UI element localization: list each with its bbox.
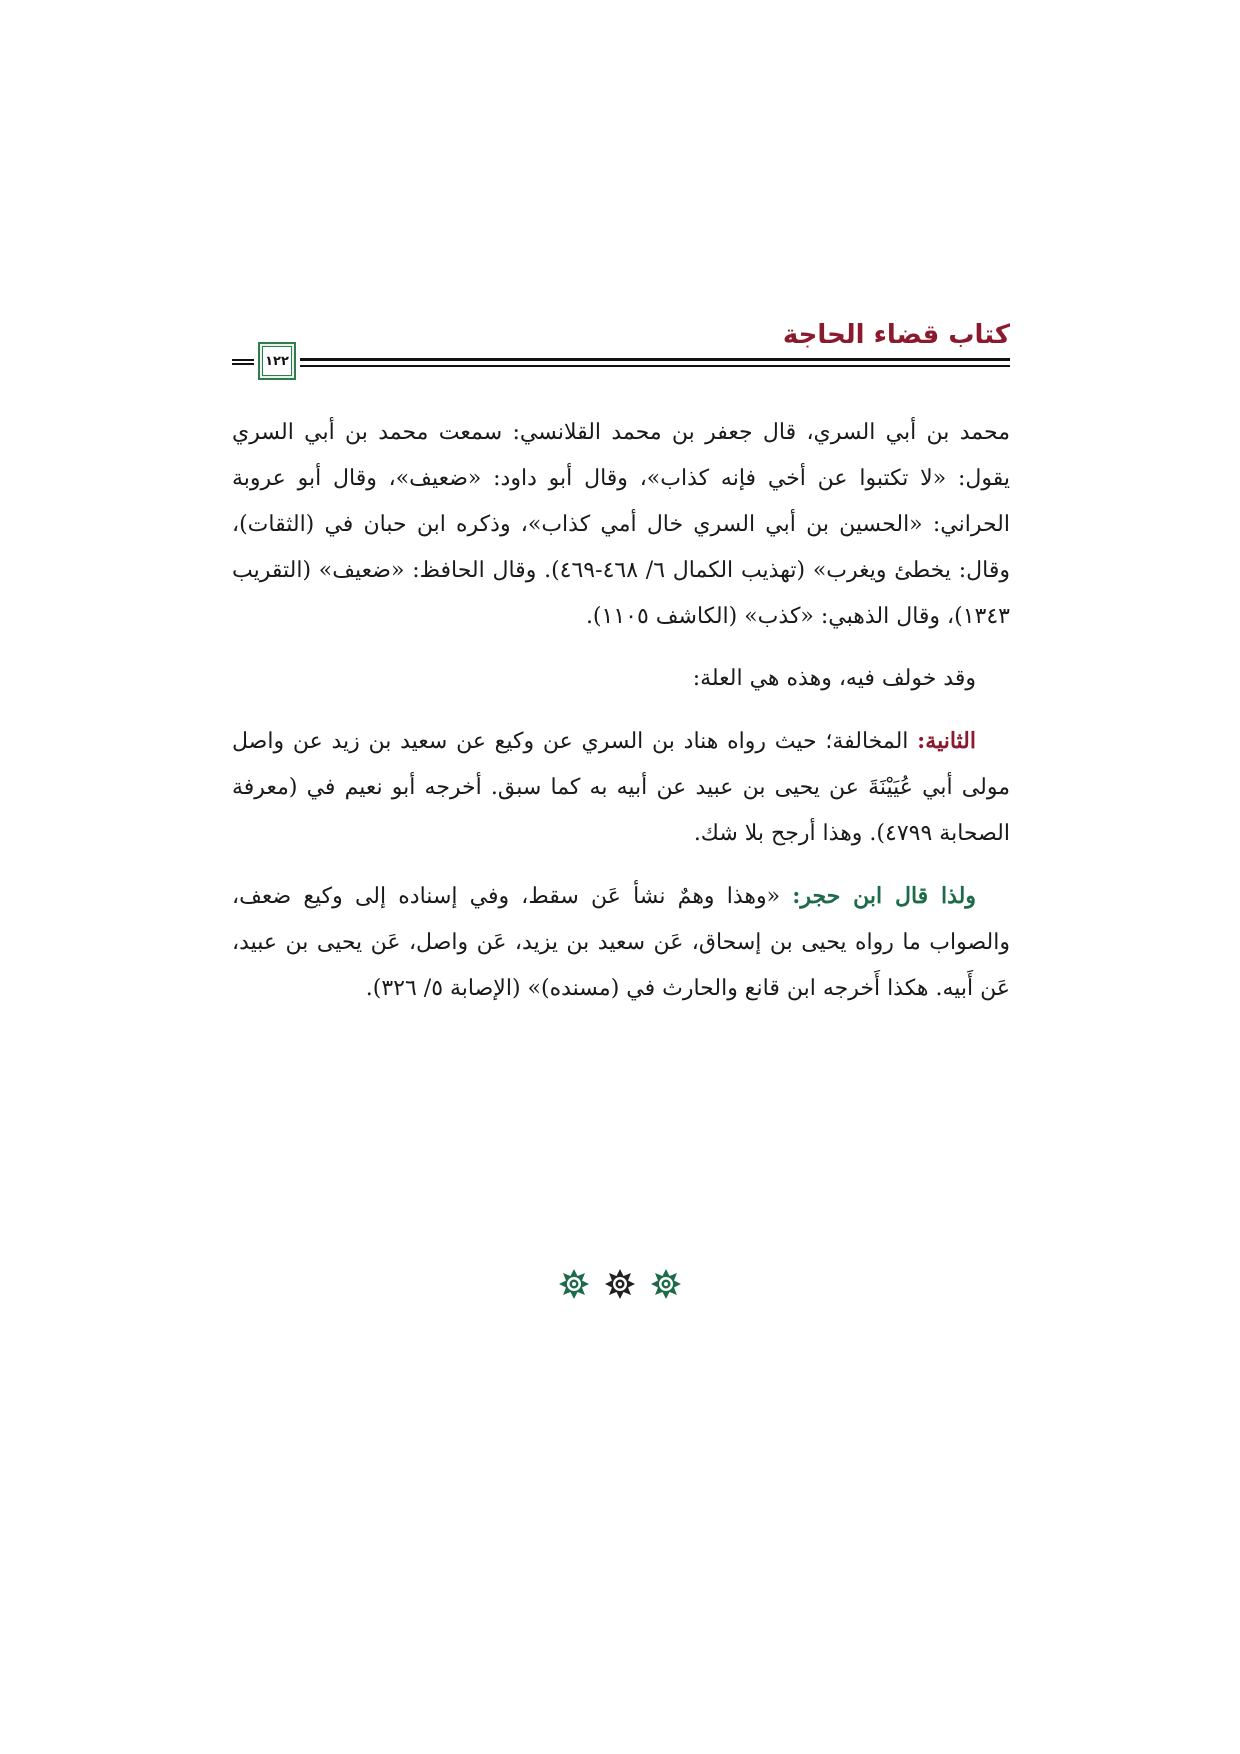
page-number: ١٢٢ [262,346,292,376]
paragraph-4-text: «وهذا وهمٌ نشأ عَن سقط، وفي إسناده إلى وكيع ضعف، والصواب ما رواه يحيى بن إسحاق، عَن سعيد بن يزيد، عَن واصل، عَن يحيى بن عبيد، عَن أَبيه. هكذا أَخرجه ابن قانع والحارث في (مسنده)» (الإصابة ٥/ ٣٢٦). [232,884,1010,1001]
paragraph-2-text: وقد خولف فيه، وهذه هي العلة: [692,666,976,691]
star-ornament-icon [604,1268,636,1300]
header-rule-double [300,365,1010,367]
star-ornament-icon [650,1268,682,1300]
page-header [232,318,1010,388]
page-body [232,410,1010,1028]
paragraph-2 [232,656,1010,702]
paragraph-4-lead: ولذا قال ابن حجر: [792,883,976,909]
paragraph-1-text: محمد بن أبي السري، قال جعفر بن محمد القلانسي: سمعت محمد بن أبي السري يقول: «لا تكتبوا عن أخي فإنه كذاب»، وقال أبو داود: «ضعيف»، وقال أبو عروبة الحراني: «الحسين بن أبي السري خال أمي كذاب»، وذكره ابن حبان في (الثقات)، وقال: يخطئ ويغرب» (تهذيب الكمال ٦/ ٤٦٨-٤٦٩). وقال الحافظ: «ضعيف» (التقريب ١٣٤٣)، وقال الذهبي: «كذب» (الكاشف ١١٠٥). [232,420,1010,629]
star-ornament-icon [558,1268,590,1300]
page-number-badge [258,342,296,380]
paragraph-3-lead: الثانية: [917,728,976,754]
paragraph-3-text: المخالفة؛ حيث رواه هناد بن السري عن وكيع عن سعيد بن زيد عن واصل مولى أبي عُيَيْنَةَ عن يحيى بن عبيد عن أبيه به كما سبق. أخرجه أبو نعيم في (معرفة الصحابة ٤٧٩٩). وهذا أرجح بلا شك. [232,729,1010,846]
book-title: كتاب قضاء الحاجة [782,320,1010,350]
paragraph-1 [232,410,1010,640]
paragraph-4 [232,873,1010,1012]
paragraph-3 [232,718,1010,857]
section-end-ornaments [0,1268,1240,1300]
header-rule-left [232,359,254,365]
header-rule [300,358,1010,361]
